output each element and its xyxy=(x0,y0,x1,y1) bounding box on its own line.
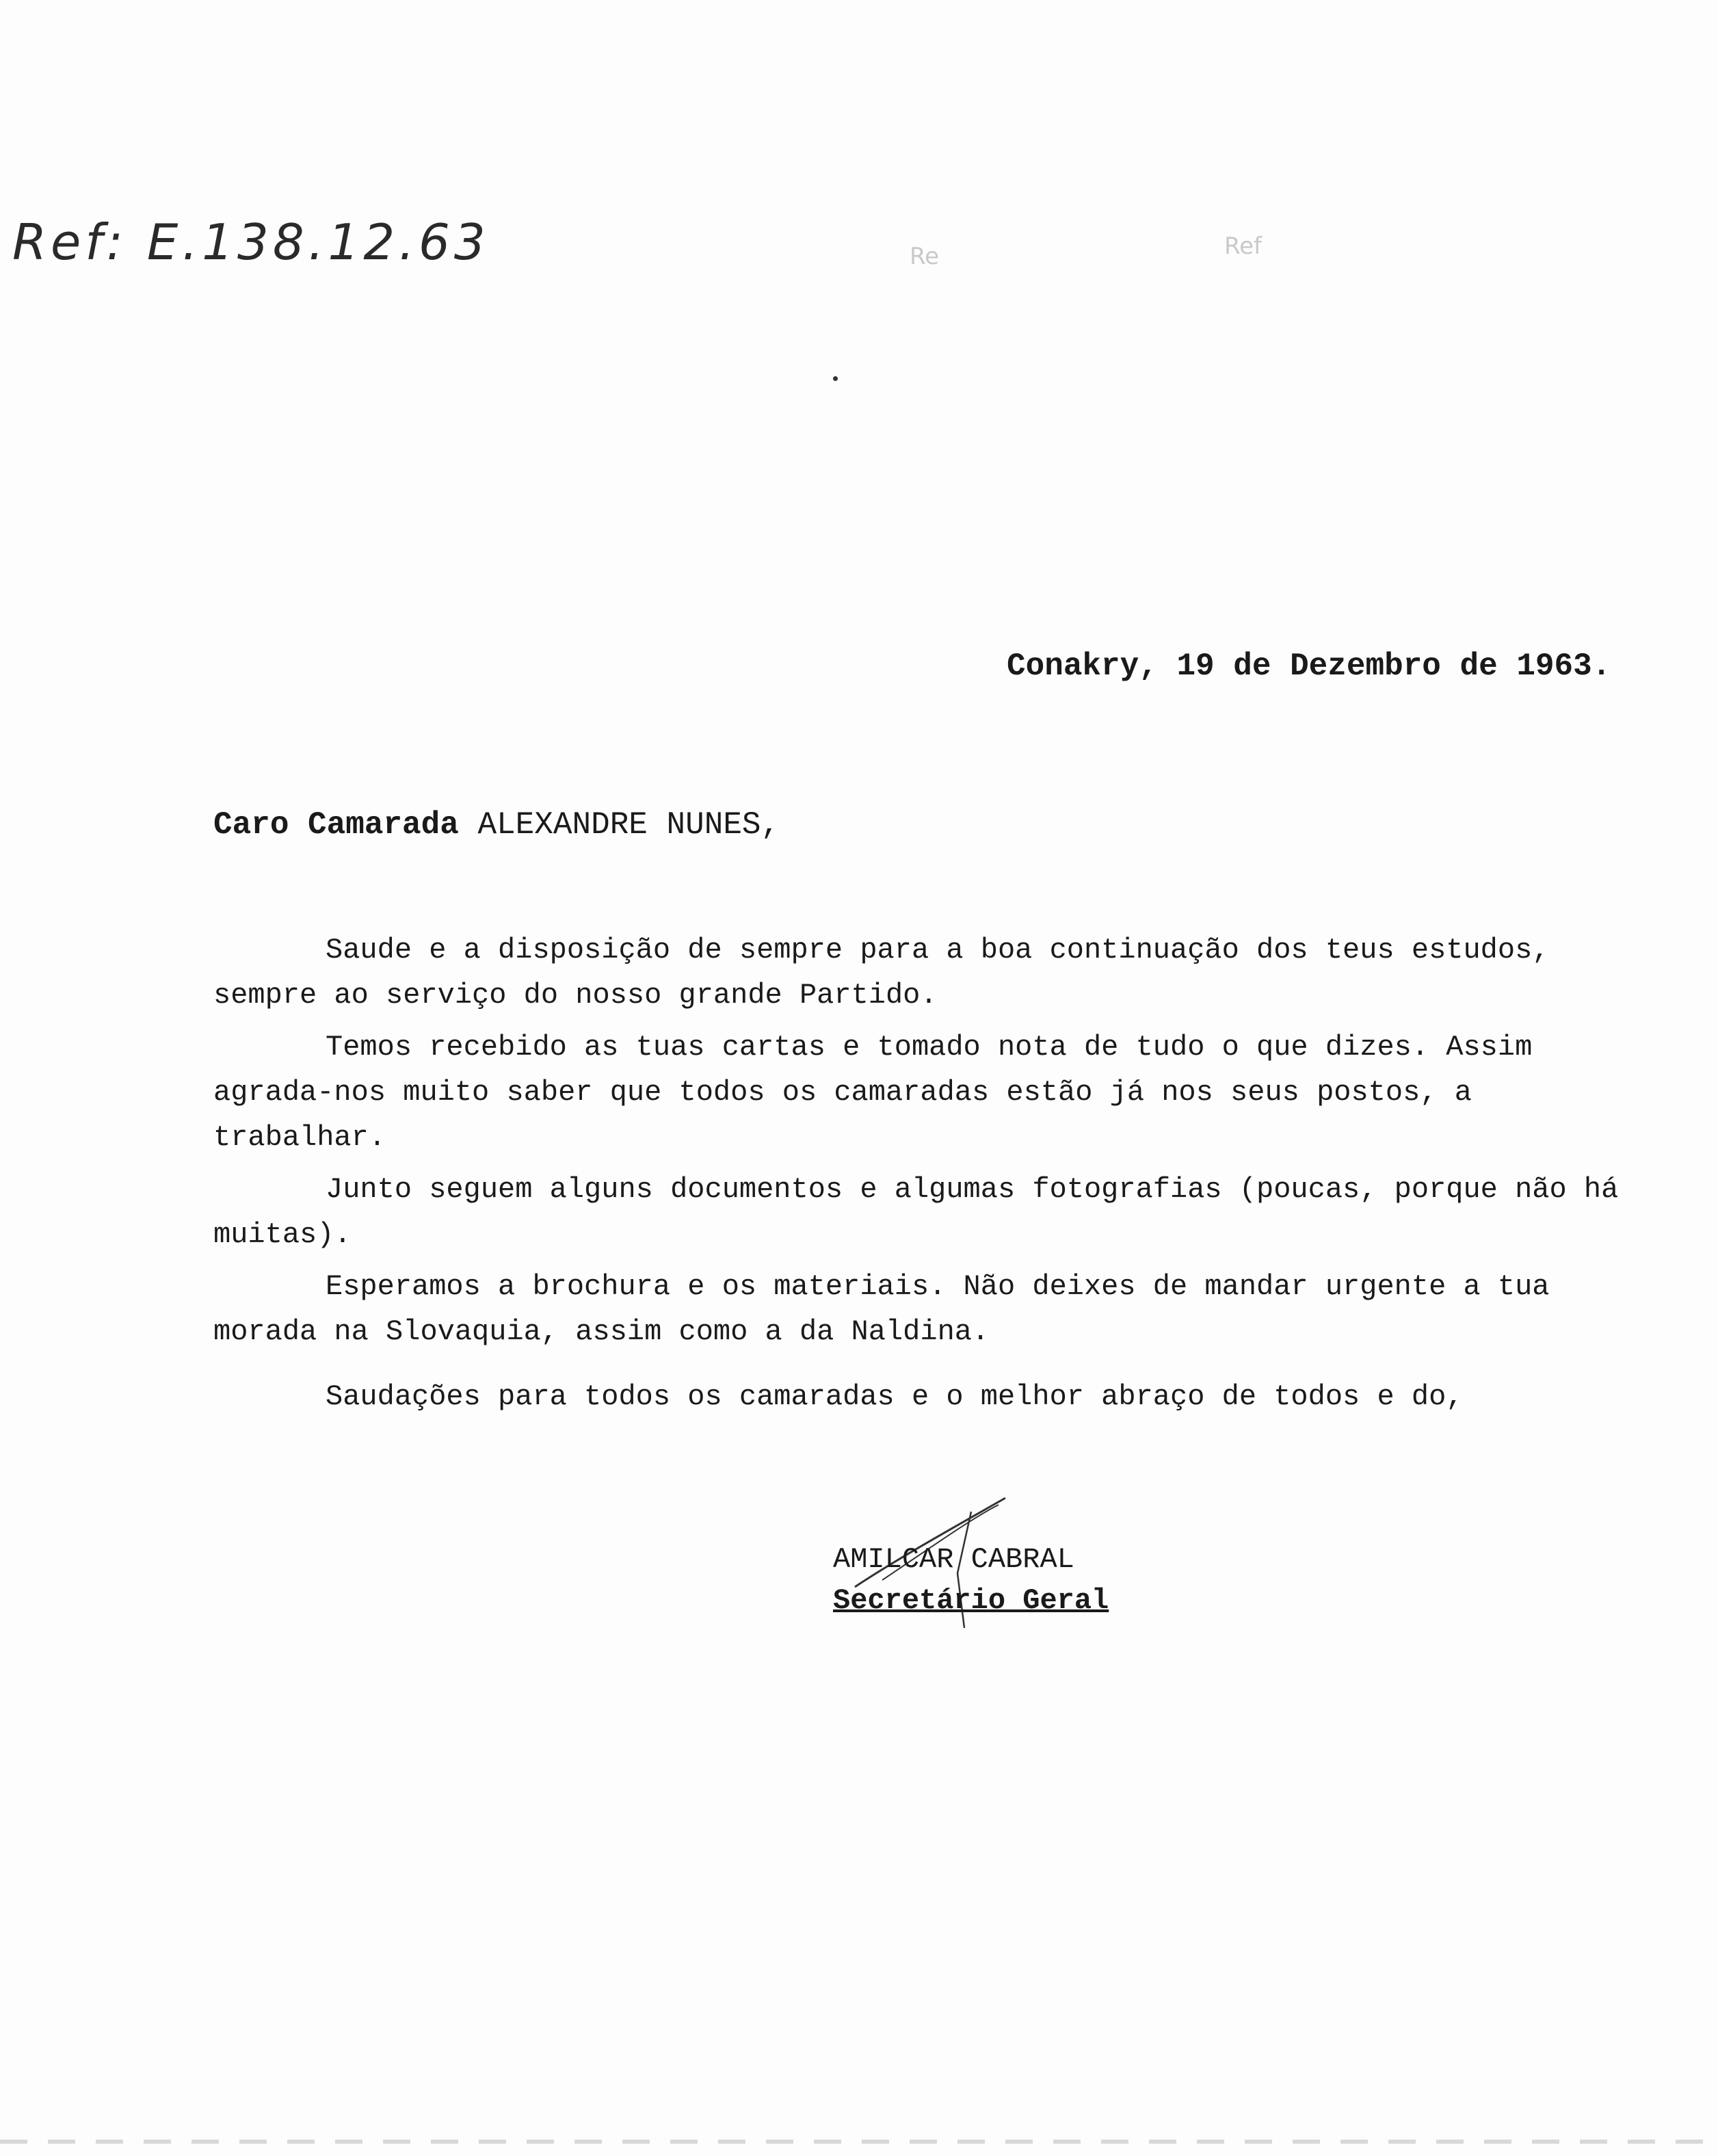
closing-line: Saudações para todos os camaradas e o melhor abraço de todos e do, xyxy=(326,1380,1464,1413)
body-paragraph: Junto seguem alguns documentos e algumas fotografias (poucas, porque não há muitas). xyxy=(213,1173,1619,1251)
signature-block xyxy=(833,1539,1109,1621)
faint-stamp-mark: Ref xyxy=(1224,233,1262,260)
signatory-name: AMILCAR CABRAL xyxy=(833,1543,1074,1576)
letter-body xyxy=(213,928,1636,1361)
scan-edge-line xyxy=(0,2140,1718,2144)
faint-stamp-mark: Re xyxy=(910,243,940,270)
letter-date: Conakry, 19 de Dezembro de 1963. xyxy=(1007,648,1611,684)
recipient-name: ALEXANDRE NUNES, xyxy=(477,807,780,843)
body-paragraph: Saude e a disposição de sempre para a boa continuação dos teus estudos, sempre ao serviço do nosso grande Partido. xyxy=(213,934,1550,1012)
body-paragraph: Esperamos a brochura e os materiais. Não deixes de mandar urgente a tua morada na Slovaquia, assim como a da Naldina. xyxy=(213,1270,1550,1348)
ink-dot xyxy=(833,376,838,381)
body-paragraph: Temos recebido as tuas cartas e tomado nota de tudo o que dizes. Assim agrada-nos muito saber que todos os camaradas estão já nos seus postos, a trabalhar. xyxy=(213,1031,1533,1154)
salutation xyxy=(213,807,780,843)
salutation-prefix: Caro Camarada xyxy=(213,807,459,843)
signatory-title: Secretário Geral xyxy=(833,1584,1109,1617)
reference-number: Ref: E.138.12.63 xyxy=(12,213,490,271)
